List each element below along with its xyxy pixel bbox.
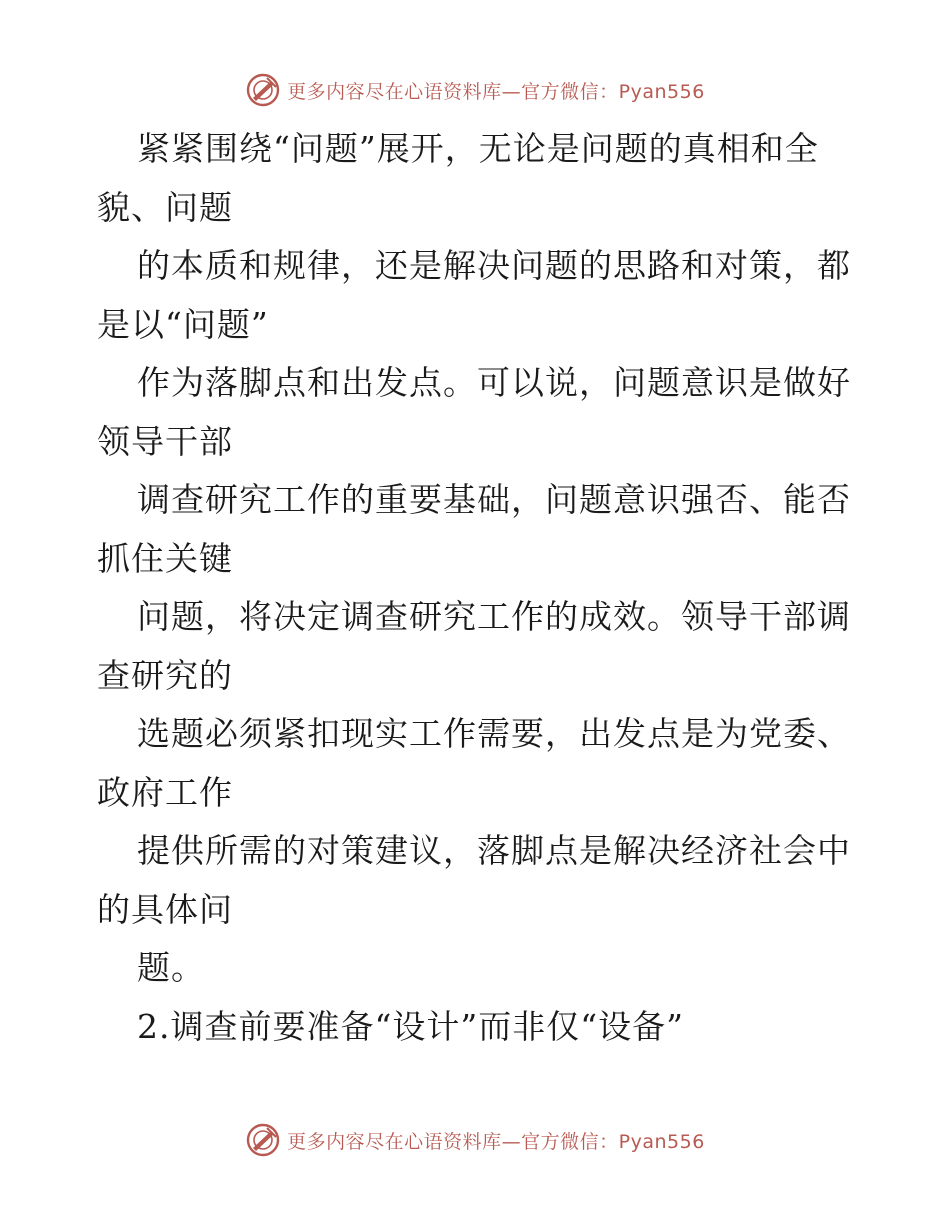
- text-line: 政府工作: [97, 772, 233, 812]
- text-line: 是以“问题”: [97, 304, 269, 344]
- text-line: 抓住关键: [97, 538, 233, 578]
- text-line: 提供所需的对策建议，落脚点是解决经济社会中: [137, 831, 851, 870]
- footer-banner: [0, 1120, 950, 1160]
- brand-logo-icon: [245, 1122, 281, 1158]
- text-line: 题。: [137, 948, 205, 987]
- document-body: [97, 120, 857, 1056]
- text-line: 领导干部: [97, 421, 233, 461]
- brand-logo-icon: [245, 72, 281, 108]
- text-line: 调查研究工作的重要基础，问题意识强否、能否: [137, 480, 851, 519]
- text-line: 查研究的: [97, 655, 233, 695]
- section-heading: 2.调查前要准备“设计”而非仅“设备”: [137, 1006, 684, 1046]
- text-line: 作为落脚点和出发点。可以说，问题意识是做好: [137, 363, 851, 402]
- header-banner-text: 更多内容尽在心语资料库—官方微信：Pyan556: [287, 80, 705, 103]
- text-line: 问题，将决定调查研究工作的成效。领导干部调: [137, 597, 851, 636]
- text-line: 貌、问题: [97, 187, 233, 227]
- text-line: 选题必须紧扣现实工作需要，出发点是为党委、: [137, 714, 851, 753]
- text-line: 的具体问: [97, 889, 233, 929]
- footer-banner-text: 更多内容尽在心语资料库—官方微信：Pyan556: [287, 1130, 705, 1153]
- header-banner: [0, 70, 950, 110]
- text-line: 的本质和规律，还是解决问题的思路和对策，都: [137, 246, 851, 285]
- text-line: 紧紧围绕“问题”展开，无论是问题的真相和全: [137, 129, 819, 168]
